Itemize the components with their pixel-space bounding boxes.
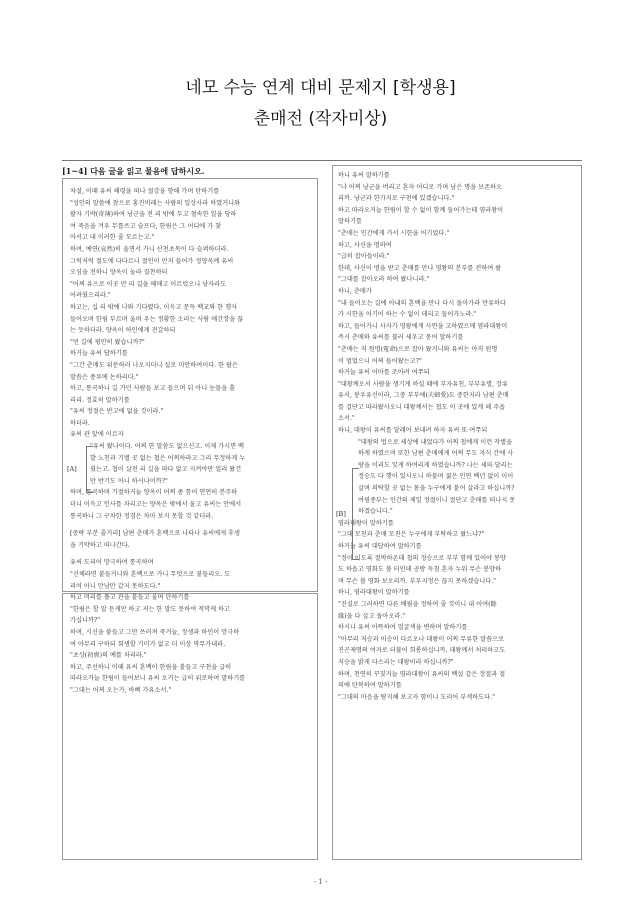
passage-line: "춘매는 저 원명(寃命)으로 잡아 왔거니와 유씨는 아직 원명 [338, 345, 498, 353]
passage-line: "내 들어오는 길에 아내의 혼백을 만나 다시 돌아가라 만류하다 [338, 299, 507, 307]
passage-line: 진곤제명의 여자로 더불어 희롱하십니까. 대왕께서 처리하고도 [338, 647, 506, 655]
question-instruction: [1~4] 다음 글을 읽고 물음에 답하시오. [62, 166, 205, 176]
passage-line: 하거늘 유씨 답하기를 [70, 350, 128, 358]
passage-line: 하게 하였으며 또한 남편 춘매에게 어찌 무도 자식 간에 사 [358, 450, 514, 458]
passage-line: "진실로 그러하면 다른 배필을 정하여 줄 것이니 내 어여(餘 [338, 600, 497, 608]
passage-line: 만 반기도 아니 하시나이까?" [90, 477, 168, 485]
passage-line: "아무리 저승과 이승이 다르오나 대왕이 어찌 무류한 말씀으로 [338, 635, 505, 643]
passage-line: 말하기를 [338, 218, 362, 226]
passage-line: 하시니 유씨 아뜩하여 얼굴색을 변하며 말하기를 [338, 624, 468, 632]
passage-line: 리리. 정효히 말하기를 [70, 396, 130, 404]
passage-line: 가십니까?" [70, 617, 101, 625]
passage-right-column [338, 170, 576, 703]
passage-line: 하겠습니다." [358, 508, 393, 516]
passage-line: [중략 부분 줄거리] 남편 춘매가 혼백으로 나타나 유씨에게 후생 [70, 530, 240, 538]
passage-line: 며 무슨 볼 영화 보오리까. 부부지정은 끊지 못하겠습니다." [338, 577, 497, 585]
passage-line: 유서, 붕우유신이라, 그중 부부에(夫婦愛)도 중한지라 남편 춘매 [338, 392, 509, 400]
passage-line: 를 걸단고 따라왔사오니 대왕께서는 첩도 이 곳에 있게 해 주옵 [338, 403, 506, 411]
passage-line: "정이 이도록 절박하온데 첩의 정승으로 부부 함께 있어야 봉양 [338, 554, 507, 562]
passage-line: 염라대왕이 말하기를 [338, 519, 394, 527]
passage-left-column [70, 186, 310, 697]
passage-line: "한림은 할 말 듣게만 하고 저는 한 말도 못하여 적막케 하고 [70, 605, 230, 613]
header-divider [62, 160, 582, 161]
passage-line: 緣)을 다 살고 돌아오라." [338, 612, 406, 620]
passage-line: 말씀은 종루에 논하리다." [70, 373, 139, 381]
passage-line: "대왕의 법으로 세상에 내었다가 어찌 첩에게 이런 작별을 [358, 438, 513, 446]
passage-line: 하며, 통곡하며 기절하거늘 양옥이 어찌 좀 틈어 연연히 분주하 [70, 489, 238, 497]
passage-line: 하고 따라오거늘 한림이 할 수 없이 함께 들어가는데 염라왕이 [338, 206, 504, 214]
passage-line: 여 아무리 구하되 회생할 기미가 없고 더 이상 막무가내라. [70, 640, 226, 648]
passage-line: 가 시한을 어기어 하는 수 없이 데리고 들어가노라." [338, 311, 477, 319]
passage-line: "먼 길에 평안히 왔습니까?" [70, 338, 145, 346]
passage-line: 하며, 예연(哀然)히 울면서 가니 산천초목이 다 슬퍼하더라. [70, 245, 229, 253]
passage-line: "유씨 정절은 반고에 없을 것이라." [70, 408, 164, 416]
passage-line: 정승도 다 행이 있사오니 하물며 젊은 인연 백년 없이 이이 [358, 473, 514, 481]
passage-line: 따라오거늘 한림이 들어보니 유씨 오거는 급히 위로하여 말하기를 [70, 675, 246, 683]
passage-line: "어찌 유으로 이곳 만 리 길을 헤매고 이르렀으니 낭자라도 [70, 280, 227, 288]
passage-line: 하거늘 유씨 대답하여 말하기를 [338, 543, 422, 550]
passage-line: 하니, 대왕이 유씨를 달래어 보내려 하자 유씨 또 여쭈되 [338, 427, 488, 435]
passage-line: 어려웠으리라." [70, 292, 111, 300]
passage-line: 그럭저럭 절도에 다다르니 절인이 먼저 들어가 정양옥께 유씨 [70, 257, 234, 265]
passage-line: 살며 의탁할 곳 없는 몸을 누구에게 붙어 살라고 하십니까? [358, 485, 515, 493]
passage-line: "대왕께오서 사람을 생기게 하실 때에 부자유친, 부부유별, 장유 [338, 380, 508, 388]
passage-line: 도 하옵고 영화도 볼 터인데 공방 독침 혼자 누워 무슨 봉양하 [338, 566, 502, 574]
passage-line: 하니, 춘매가 [338, 287, 372, 295]
document-title: 네모 수능 연계 대비 문제지 [학생용] [185, 78, 456, 98]
passage-line: "급히 잡아들이라." [338, 253, 390, 261]
bracket-a [86, 446, 93, 493]
passage-line: "그대를 잡아오라 하여 왔나니라." [338, 276, 430, 284]
passage-line: 하니 유씨 말하기를 [338, 172, 390, 179]
passage-line: 아서고 내 이러한 줄 모르는고." [70, 234, 155, 242]
passage-line: 소서." [338, 415, 355, 423]
passage-line: 이 멀었으니 어찌 들어왔는고?" [338, 357, 422, 365]
passage-line: 팔자 기박(奇薄)하여 낭군을 전 리 밖에 두고 철속한 일을 당하 [70, 211, 237, 219]
marker-a: [A] [67, 465, 77, 473]
passage-line: "그대 모친과 춘매 모친은 누구에게 부탁하고 왔느냐?" [338, 531, 485, 539]
passage-line: "춘매는 인간에게 가서 시한을 어기었다." [338, 229, 450, 237]
passage-line: 하거늘 유씨 이마를 조아려 여쭈되 [338, 369, 430, 377]
passage-line: 저승을 밝게 다스리는 대왕이라 하십니까?" [338, 658, 454, 666]
passage-line: "유씨 왔나이다. 어찌 한 말씀도 없으신고. 이제 가시면 백 [90, 443, 245, 451]
passage-line: 하고, 들어가니 사자가 영왕에게 사연을 고하였으매 염라대왕이 [338, 322, 508, 330]
passage-line: 하고, 주선하니 이때 유씨 혼백이 한림을 붙들고 구천을 급히 [70, 663, 232, 671]
passage-line: 는 듯하더라. 양옥이 하인에게 전갈하되 [70, 327, 176, 335]
passage-line: 여 죽음을 겨우 무릅쓰고 슬프다, 한림은 그 어디에 가 찾 [70, 222, 222, 230]
passage-line: 유씨 관 앞에 이르자 [70, 431, 124, 439]
passage-line: 리어 아니 만남만 같지 못하도다." [70, 582, 161, 590]
passage-line: "신체라면 붙들거니와 혼백으로 가니 무엇으로 붙들리오. 도 [70, 571, 231, 578]
passage-line: 들어오며 한림 부르며 울며 우는 정황한 소리는 사람 애간장을 끊 [70, 315, 244, 323]
passage-line: 하며, 시신을 붙들고 그만 쓰러져 죽거늘, 정생과 하인이 망극하 [70, 628, 240, 636]
bracket-b [352, 468, 359, 560]
passage-line: "성인의 말씀에 참으로 홍진비래는 사람의 일상사라 하였거니와 [70, 199, 241, 207]
passage-line: 유씨 도리어 망극하여 통곡하며 [70, 559, 154, 567]
passage-line: 랑을 이리도 잊게 하여리게 하였습니까? 나는 세파 달리는 [358, 461, 513, 469]
passage-line: "나 어찌 낭군을 버리고 혼자 어디로 가며 남은 명을 보존하오 [338, 183, 502, 191]
passage-line: "그대는 어찌 오는가, 바삐 가유소서." [70, 686, 172, 694]
passage-line: 하고 머리를 풀고 관을 붙들고 울며 탄하기를 [70, 594, 190, 602]
passage-line: 발 노친과 기별 곳 없는 첩은 어찌하라고 그리 무정하게 누 [90, 454, 246, 462]
document-subtitle: 춘매전 (작자미상) [253, 109, 388, 129]
passage-line: "초상(初喪)의 예를 차리라." [70, 652, 147, 660]
passage-line: "그대의 마음을 탐지해 보고자 함이니 도리어 부색하도다." [338, 693, 495, 701]
passage-line: 하며, 천연히 꾸짖거늘 염라대왕이 유씨의 백설 같은 정절과 절 [338, 670, 506, 678]
page-number: - 1 - [313, 878, 328, 886]
passage-line: 차설, 이때 유씨 해령을 떠나 절강을 향해 가며 탄하기를 [70, 188, 220, 195]
passage-line: 리까. 낭군과 한가지로 구천에 있겠습니다." [338, 195, 455, 203]
passage-line: 통곡하니 그 구차한 정경은 차마 보지 못할 것 같더라. [70, 512, 214, 520]
passage-line: 하고, 통곡하니 길 가던 사람들 보고 들으며 뒤 아니 눈물을 흘 [70, 385, 236, 393]
passage-line: 오심을 전하니 양옥이 놀라 질찬하되 [70, 269, 168, 277]
marker-b: [B] [336, 510, 346, 518]
passage-line: 하니, 염라대왕이 말하기를 [338, 589, 410, 597]
passage-line: 하고, 사신을 명하여 [338, 241, 392, 249]
passage-line: 더니 이윽고 인사를 차리고는 양옥은 밖에서 울고 유씨는 안에서 [70, 501, 242, 509]
passage-line: 의에 탄복하여 말하기를 [338, 682, 402, 690]
passage-line: 즉시 춘매와 유씨를 불러 세우고 묻어 말하기를 [338, 334, 464, 342]
passage-line: "그간 춘매도 위문하러 나오지더니 실로 미안하여이다. 한 팔은 [70, 361, 239, 369]
passage-line: 하고는, 십 리 밖에 나와 기다렸다. 이윽고 문득 백교와 한 행자 [70, 303, 238, 311]
passage-line: 하더라. [70, 419, 90, 427]
passage-line: 한데, 사신이 명을 받고 춘매를 만나 영왕의 분부를 전하여 왈 [338, 264, 502, 272]
passage-line: 여필종부는 인간의 제일 정절이니 절단고 춘매를 떠나지 못 [358, 496, 516, 504]
passage-line: 을 기약하고 떠나간다. [70, 541, 130, 549]
passage-line: 웠는고. 첩이 살천 리 길을 따다 없고 지켜야만 얼리 왔건 [90, 466, 242, 474]
